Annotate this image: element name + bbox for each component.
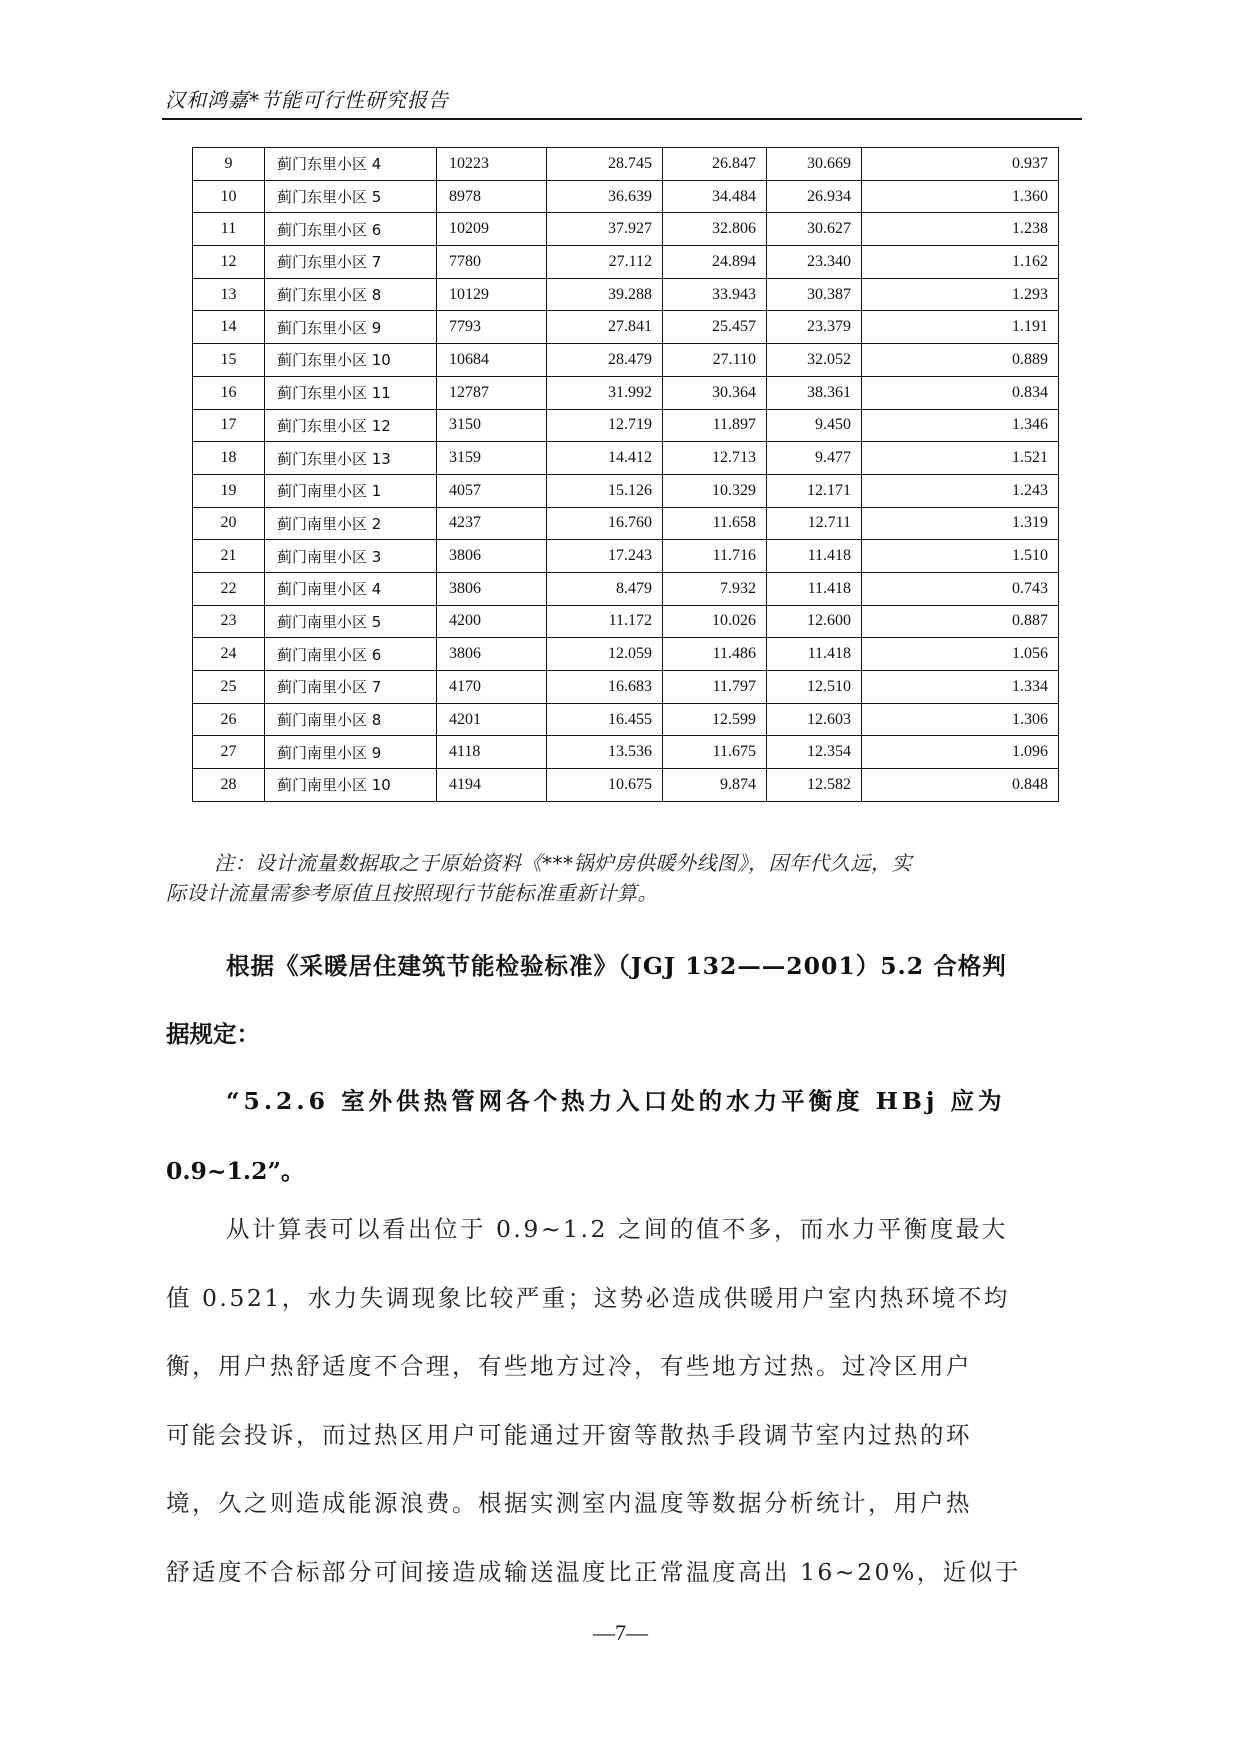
table-row <box>193 507 1059 540</box>
table-row <box>193 703 1059 736</box>
value-cell: 11.418 <box>767 572 862 605</box>
area-cell: 3806 <box>437 572 547 605</box>
balance-ratio-cell: 0.848 <box>862 769 1059 802</box>
balance-ratio-cell: 1.360 <box>862 180 1059 213</box>
table-row <box>193 671 1059 704</box>
row-index-cell: 19 <box>193 474 265 507</box>
quote-paragraph <box>166 1066 1080 1206</box>
row-index-cell: 15 <box>193 344 265 377</box>
area-cell: 3159 <box>437 442 547 475</box>
balance-ratio-cell: 1.096 <box>862 736 1059 769</box>
district-name-cell: 蓟门东里小区 12 <box>265 409 437 442</box>
district-name-cell: 蓟门东里小区 7 <box>265 246 437 279</box>
value-cell: 39.288 <box>547 278 663 311</box>
value-cell: 12.719 <box>547 409 663 442</box>
value-cell: 12.171 <box>767 474 862 507</box>
value-cell: 16.455 <box>547 703 663 736</box>
value-cell: 9.450 <box>767 409 862 442</box>
district-name-cell: 蓟门南里小区 6 <box>265 638 437 671</box>
value-cell: 27.110 <box>663 344 767 377</box>
row-index-cell: 10 <box>193 180 265 213</box>
value-cell: 9.874 <box>663 769 767 802</box>
area-cell: 7780 <box>437 246 547 279</box>
balance-ratio-cell: 0.834 <box>862 376 1059 409</box>
balance-ratio-cell: 1.319 <box>862 507 1059 540</box>
table-row <box>193 605 1059 638</box>
value-cell: 12.510 <box>767 671 862 704</box>
district-name-cell: 蓟门南里小区 1 <box>265 474 437 507</box>
value-cell: 32.052 <box>767 344 862 377</box>
value-cell: 38.361 <box>767 376 862 409</box>
area-cell: 4170 <box>437 671 547 704</box>
area-cell: 4201 <box>437 703 547 736</box>
value-cell: 13.536 <box>547 736 663 769</box>
hydraulic-balance-table <box>192 147 1059 802</box>
area-cell: 4200 <box>437 605 547 638</box>
row-index-cell: 17 <box>193 409 265 442</box>
table-row <box>193 474 1059 507</box>
area-cell: 4118 <box>437 736 547 769</box>
analysis-line: 从计算表可以看出位于 0.9~1.2 之间的值不多，而水力平衡度最大 <box>226 1215 1008 1243</box>
table-row <box>193 540 1059 573</box>
table-row <box>193 344 1059 377</box>
table-row <box>193 213 1059 246</box>
value-cell: 36.639 <box>547 180 663 213</box>
row-index-cell: 20 <box>193 507 265 540</box>
district-name-cell: 蓟门南里小区 2 <box>265 507 437 540</box>
value-cell: 25.457 <box>663 311 767 344</box>
table-row <box>193 311 1059 344</box>
value-cell: 12.582 <box>767 769 862 802</box>
value-cell: 16.760 <box>547 507 663 540</box>
area-cell: 4194 <box>437 769 547 802</box>
value-cell: 11.658 <box>663 507 767 540</box>
value-cell: 15.126 <box>547 474 663 507</box>
district-name-cell: 蓟门南里小区 5 <box>265 605 437 638</box>
value-cell: 16.683 <box>547 671 663 704</box>
value-cell: 23.340 <box>767 246 862 279</box>
row-index-cell: 9 <box>193 148 265 181</box>
table-row <box>193 769 1059 802</box>
area-cell: 8978 <box>437 180 547 213</box>
table-body <box>193 148 1059 802</box>
row-index-cell: 21 <box>193 540 265 573</box>
row-index-cell: 24 <box>193 638 265 671</box>
table-row <box>193 736 1059 769</box>
value-cell: 30.364 <box>663 376 767 409</box>
district-name-cell: 蓟门东里小区 8 <box>265 278 437 311</box>
area-cell: 3150 <box>437 409 547 442</box>
table-row <box>193 442 1059 475</box>
value-cell: 30.387 <box>767 278 862 311</box>
balance-ratio-cell: 0.887 <box>862 605 1059 638</box>
table-row <box>193 376 1059 409</box>
area-cell: 4057 <box>437 474 547 507</box>
balance-ratio-cell: 1.056 <box>862 638 1059 671</box>
analysis-line: 可能会投诉，而过热区用户可能通过开窗等散热手段调节室内过热的环 <box>166 1420 972 1449</box>
value-cell: 11.172 <box>547 605 663 638</box>
area-cell: 3806 <box>437 638 547 671</box>
standard-line-2: 据规定： <box>166 1020 260 1048</box>
district-name-cell: 蓟门南里小区 10 <box>265 769 437 802</box>
value-cell: 28.745 <box>547 148 663 181</box>
district-name-cell: 蓟门南里小区 9 <box>265 736 437 769</box>
value-cell: 12.600 <box>767 605 862 638</box>
balance-ratio-cell: 1.306 <box>862 703 1059 736</box>
district-name-cell: 蓟门南里小区 4 <box>265 572 437 605</box>
value-cell: 30.627 <box>767 213 862 246</box>
row-index-cell: 18 <box>193 442 265 475</box>
value-cell: 10.026 <box>663 605 767 638</box>
value-cell: 12.603 <box>767 703 862 736</box>
page-number: —7— <box>593 1620 648 1645</box>
table-row <box>193 638 1059 671</box>
area-cell: 3806 <box>437 540 547 573</box>
standard-reference-paragraph <box>166 932 1080 1068</box>
value-cell: 27.112 <box>547 246 663 279</box>
analysis-line: 境，久之则造成能源浪费。根据实测室内温度等数据分析统计，用户热 <box>166 1489 972 1517</box>
value-cell: 32.806 <box>663 213 767 246</box>
district-name-cell: 蓟门东里小区 6 <box>265 213 437 246</box>
balance-ratio-cell: 1.191 <box>862 311 1059 344</box>
balance-ratio-cell: 1.521 <box>862 442 1059 475</box>
analysis-line: 衡，用户热舒适度不合理，有些地方过冷，有些地方过热。过冷区用户 <box>166 1352 972 1380</box>
value-cell: 11.675 <box>663 736 767 769</box>
standard-line-1: 根据《采暖居住建筑节能检验标准》（JGJ 132——2001）5.2 合格判 <box>226 952 1007 980</box>
value-cell: 12.599 <box>663 703 767 736</box>
balance-ratio-cell: 0.937 <box>862 148 1059 181</box>
table-row <box>193 246 1059 279</box>
balance-ratio-cell: 1.334 <box>862 671 1059 704</box>
value-cell: 31.992 <box>547 376 663 409</box>
value-cell: 23.379 <box>767 311 862 344</box>
row-index-cell: 11 <box>193 213 265 246</box>
balance-ratio-cell: 0.743 <box>862 572 1059 605</box>
analysis-paragraph <box>166 1195 1080 1606</box>
value-cell: 37.927 <box>547 213 663 246</box>
note-line-1: 注：设计流量数据取之于原始资料《***锅炉房供暖外线图》，因年代久远，实 <box>214 851 912 875</box>
row-index-cell: 16 <box>193 376 265 409</box>
value-cell: 24.894 <box>663 246 767 279</box>
value-cell: 26.934 <box>767 180 862 213</box>
value-cell: 12.059 <box>547 638 663 671</box>
balance-ratio-cell: 1.346 <box>862 409 1059 442</box>
district-name-cell: 蓟门东里小区 11 <box>265 376 437 409</box>
row-index-cell: 26 <box>193 703 265 736</box>
area-cell: 10223 <box>437 148 547 181</box>
table-row <box>193 278 1059 311</box>
value-cell: 11.897 <box>663 409 767 442</box>
value-cell: 11.418 <box>767 638 862 671</box>
table-row <box>193 572 1059 605</box>
value-cell: 7.932 <box>663 572 767 605</box>
value-cell: 10.329 <box>663 474 767 507</box>
value-cell: 28.479 <box>547 344 663 377</box>
value-cell: 27.841 <box>547 311 663 344</box>
table-row <box>193 180 1059 213</box>
value-cell: 34.484 <box>663 180 767 213</box>
value-cell: 8.479 <box>547 572 663 605</box>
table-row <box>193 409 1059 442</box>
value-cell: 12.713 <box>663 442 767 475</box>
balance-ratio-cell: 1.238 <box>862 213 1059 246</box>
value-cell: 11.797 <box>663 671 767 704</box>
row-index-cell: 28 <box>193 769 265 802</box>
row-index-cell: 14 <box>193 311 265 344</box>
area-cell: 10684 <box>437 344 547 377</box>
district-name-cell: 蓟门东里小区 10 <box>265 344 437 377</box>
value-cell: 14.412 <box>547 442 663 475</box>
value-cell: 9.477 <box>767 442 862 475</box>
quote-line-1: “5.2.6 室外供热管网各个热力入口处的水力平衡度 HBj 应为 <box>226 1087 1006 1115</box>
value-cell: 11.716 <box>663 540 767 573</box>
district-name-cell: 蓟门南里小区 3 <box>265 540 437 573</box>
row-index-cell: 12 <box>193 246 265 279</box>
area-cell: 12787 <box>437 376 547 409</box>
district-name-cell: 蓟门东里小区 5 <box>265 180 437 213</box>
district-name-cell: 蓟门南里小区 8 <box>265 703 437 736</box>
quote-line-2: 0.9~1.2”。 <box>166 1157 305 1185</box>
value-cell: 26.847 <box>663 148 767 181</box>
balance-ratio-cell: 1.243 <box>862 474 1059 507</box>
header-divider <box>162 118 1082 120</box>
value-cell: 30.669 <box>767 148 862 181</box>
table-row <box>193 148 1059 181</box>
balance-ratio-cell: 1.293 <box>862 278 1059 311</box>
balance-ratio-cell: 1.162 <box>862 246 1059 279</box>
balance-ratio-cell: 0.889 <box>862 344 1059 377</box>
district-name-cell: 蓟门东里小区 13 <box>265 442 437 475</box>
note-line-2: 际设计流量需参考原值且按照现行节能标准重新计算。 <box>166 881 658 905</box>
value-cell: 12.354 <box>767 736 862 769</box>
report-header-title: 汉和鸿嘉*节能可行性研究报告 <box>165 88 449 112</box>
area-cell: 4237 <box>437 507 547 540</box>
row-index-cell: 22 <box>193 572 265 605</box>
district-name-cell: 蓟门南里小区 7 <box>265 671 437 704</box>
district-name-cell: 蓟门东里小区 4 <box>265 148 437 181</box>
value-cell: 17.243 <box>547 540 663 573</box>
row-index-cell: 25 <box>193 671 265 704</box>
table-note <box>166 848 1080 908</box>
row-index-cell: 27 <box>193 736 265 769</box>
value-cell: 11.418 <box>767 540 862 573</box>
analysis-line: 舒适度不合标部分可间接造成输送温度比正常温度高出 16~20%，近似于 <box>166 1557 1021 1586</box>
area-cell: 10129 <box>437 278 547 311</box>
district-name-cell: 蓟门东里小区 9 <box>265 311 437 344</box>
row-index-cell: 23 <box>193 605 265 638</box>
value-cell: 33.943 <box>663 278 767 311</box>
value-cell: 10.675 <box>547 769 663 802</box>
balance-ratio-cell: 1.510 <box>862 540 1059 573</box>
value-cell: 11.486 <box>663 638 767 671</box>
value-cell: 12.711 <box>767 507 862 540</box>
row-index-cell: 13 <box>193 278 265 311</box>
area-cell: 10209 <box>437 213 547 246</box>
area-cell: 7793 <box>437 311 547 344</box>
analysis-line: 值 0.521，水力失调现象比较严重；这势必造成供暖用户室内热环境不均 <box>166 1283 1010 1312</box>
